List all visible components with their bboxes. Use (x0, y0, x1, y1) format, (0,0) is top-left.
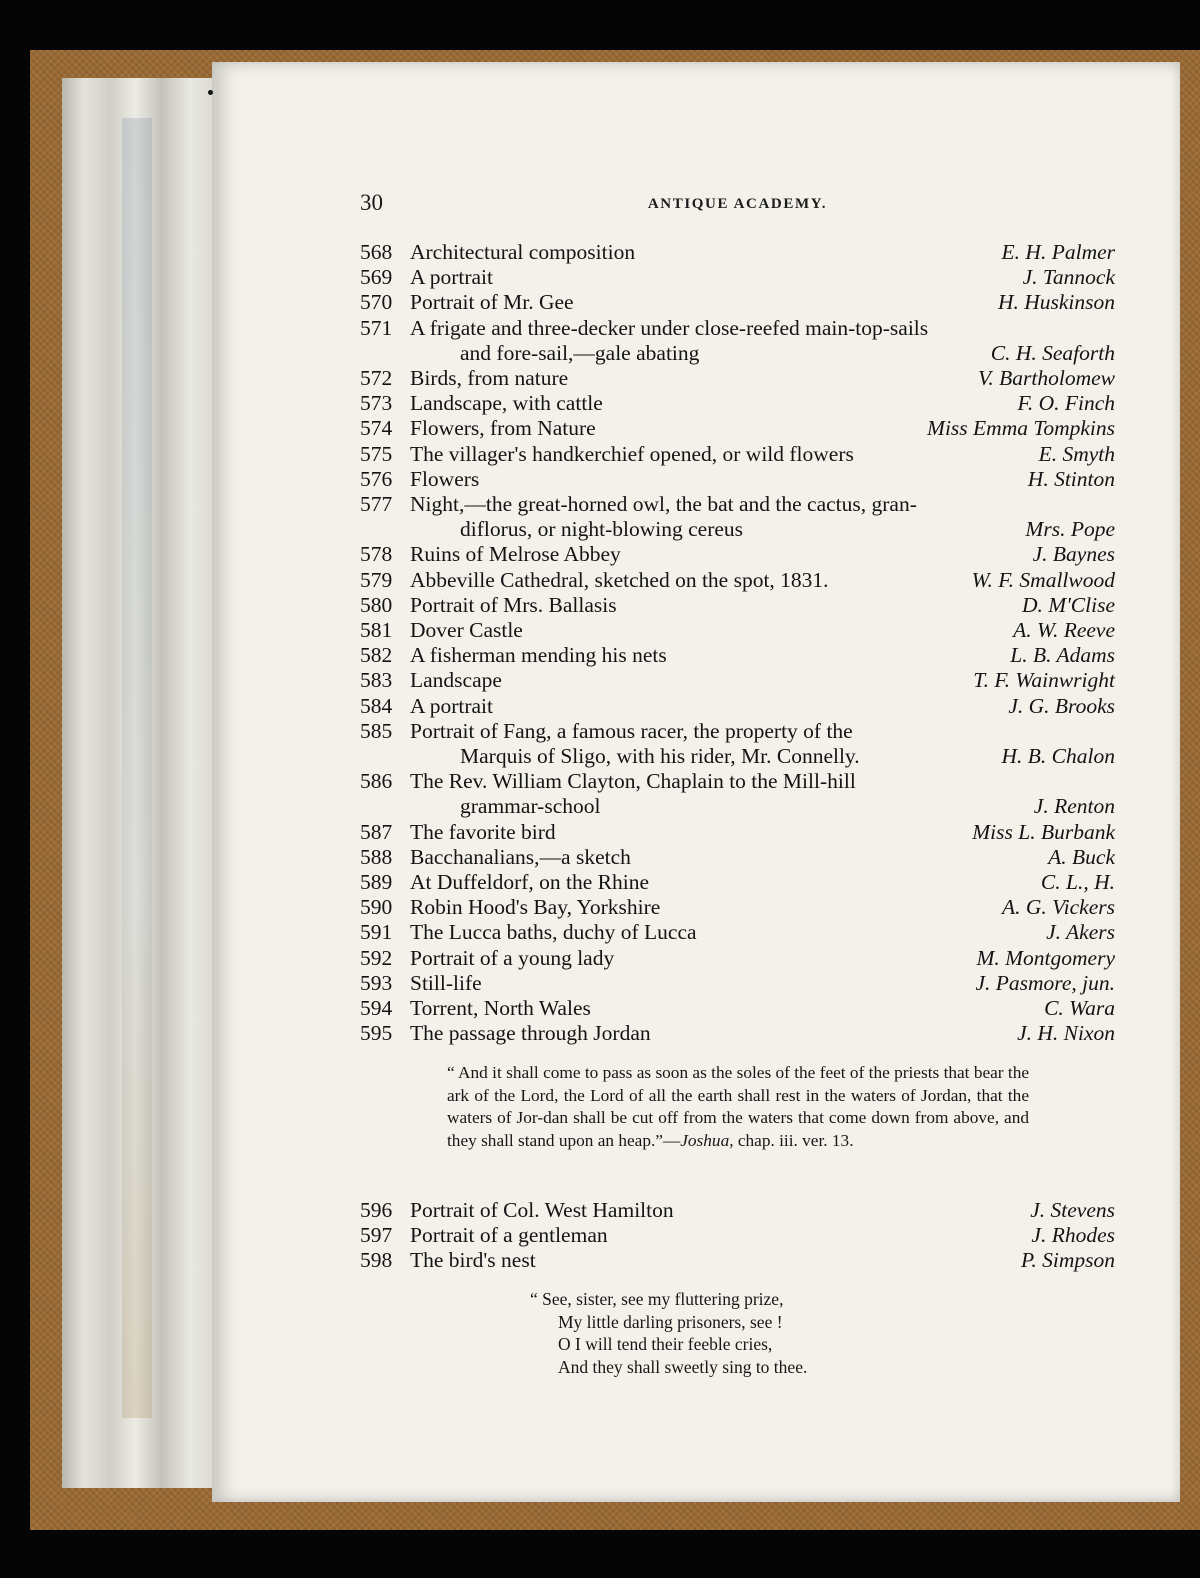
entry-number: 594 (360, 996, 393, 1021)
entry-artist: J. Renton (1033, 794, 1115, 819)
entry-title-continued: and fore-sail,—gale abating (460, 340, 700, 365)
catalogue-entry (360, 416, 1115, 441)
catalogue-entry (360, 467, 1115, 492)
entry-title: Ruins of Melrose Abbey (410, 542, 621, 567)
entry-artist: J. G. Brooks (1008, 693, 1115, 718)
entry-number: 592 (360, 945, 393, 970)
entry-artist: J. Baynes (1032, 542, 1115, 567)
entry-number: 596 (360, 1198, 393, 1222)
entry-artist: J. Rhodes (1031, 1223, 1115, 1248)
verse-line: My little darling prisoners, see ! (558, 1311, 783, 1332)
entry-number: 585 (360, 718, 393, 743)
catalogue-entry (360, 769, 1115, 819)
catalogue-entry (360, 895, 1115, 920)
catalogue-entry (360, 442, 1115, 467)
catalogue-entry (360, 820, 1115, 845)
catalogue-entry (360, 719, 1115, 769)
entry-title: Landscape, with cattle (410, 391, 603, 416)
catalogue-entry (360, 694, 1115, 719)
entry-number: 591 (360, 920, 393, 945)
page-fore-edge (62, 78, 222, 1488)
entry-title: Abbeville Cathedral, sketched on the spot, 1831. (410, 567, 829, 592)
entry-artist: C. L., H. (1040, 870, 1115, 895)
entry-number: 588 (360, 844, 393, 869)
entry-artist: A. Buck (1048, 844, 1115, 869)
catalogue-entry (360, 1248, 1115, 1273)
entry-title: Portrait of a young lady (410, 945, 615, 970)
entry-artist: J. Pasmore, jun. (975, 970, 1115, 995)
entry-number: 573 (360, 391, 393, 416)
catalogue-entry (360, 492, 1115, 542)
entry-number: 593 (360, 970, 393, 995)
catalogue-entry (360, 920, 1115, 945)
entry-number: 590 (360, 895, 393, 920)
entry-title: A portrait (410, 693, 493, 718)
entry-number: 574 (360, 416, 393, 441)
entry-title: The favorite bird (410, 819, 556, 844)
catalogue-entries (360, 240, 1115, 1047)
page-header (360, 190, 1115, 220)
entry-artist: H. Huskinson (997, 290, 1115, 315)
running-head: ANTIQUE ACADEMY. (647, 196, 828, 212)
catalogue-entry (360, 996, 1115, 1021)
entry-title: Portrait of Mr. Gee (410, 290, 574, 315)
entry-artist: L. B. Adams (1010, 643, 1115, 668)
entry-number: 580 (360, 592, 393, 617)
scripture-quote (447, 1062, 1029, 1152)
verse-line: O I will tend their feeble cries, (558, 1334, 773, 1355)
catalogue-entry (360, 1223, 1115, 1248)
entry-number: 578 (360, 542, 393, 567)
entry-number: 589 (360, 870, 393, 895)
entry-title: Portrait of a gentleman (410, 1223, 608, 1248)
entry-number: 572 (360, 366, 393, 391)
entry-artist: T. F. Wainwright (973, 668, 1115, 693)
catalogue-entry (360, 946, 1115, 971)
entry-artist: J. Akers (1046, 920, 1115, 945)
entry-artist: P. Simpson (1021, 1248, 1115, 1273)
poem-verse (530, 1288, 807, 1378)
entry-artist: V. Bartholomew (978, 366, 1115, 391)
page-mark (208, 90, 213, 95)
entry-title: Night,—the great-horned owl, the bat and the cactus, gran- (410, 492, 917, 517)
page-number: 30 (360, 190, 383, 215)
catalogue-entry (360, 316, 1115, 366)
catalogue-entry (360, 240, 1115, 265)
entry-number: 586 (360, 769, 393, 794)
entry-artist: C. Wara (1044, 996, 1115, 1021)
entry-artist: Miss Emma Tompkins (927, 416, 1115, 441)
entry-artist: J. Stevens (1030, 1198, 1115, 1222)
entry-title: A fisherman mending his nets (410, 643, 667, 668)
entry-number: 598 (360, 1248, 393, 1273)
entry-title: At Duffeldorf, on the Rhine (410, 870, 650, 895)
entry-number: 571 (360, 315, 393, 340)
entry-number: 575 (360, 441, 393, 466)
entry-artist: H. Stinton (1027, 466, 1115, 491)
catalogue-entry (360, 971, 1115, 996)
catalogue-entry (360, 845, 1115, 870)
entry-artist: E. Smyth (1038, 441, 1115, 466)
entry-number: 568 (360, 240, 393, 264)
entry-title: Portrait of Fang, a famous racer, the property of the (410, 718, 853, 743)
entry-title: The bird's nest (410, 1248, 536, 1273)
entry-title: Portrait of Col. West Hamilton (410, 1198, 674, 1222)
catalogue-entry (360, 593, 1115, 618)
entry-number: 582 (360, 643, 393, 668)
entry-title: Architectural composition (410, 240, 636, 264)
catalogue-entry (360, 366, 1115, 391)
entry-artist: J. Tannock (1022, 265, 1115, 290)
entry-number: 577 (360, 492, 393, 517)
entry-number: 570 (360, 290, 393, 315)
entry-artist: F. O. Finch (1017, 391, 1115, 416)
entry-artist: A. G. Vickers (1001, 895, 1115, 920)
quote-source-book: Joshua, (680, 1130, 734, 1150)
catalogue-entry (360, 668, 1115, 693)
entry-number: 583 (360, 668, 393, 693)
entry-title: Portrait of Mrs. Ballasis (410, 592, 617, 617)
edge-stain (122, 118, 152, 1418)
entry-artist: H. B. Chalon (1001, 744, 1115, 769)
catalogue-entry (360, 618, 1115, 643)
entry-title: The Rev. William Clayton, Chaplain to the Mill-hill (410, 769, 856, 794)
entry-artist: A. W. Reeve (1013, 618, 1115, 643)
entry-title-continued: grammar-school (460, 794, 601, 819)
entry-title-continued: Marquis of Sligo, with his rider, Mr. Connelly. (460, 744, 860, 769)
entry-artist: Miss L. Burbank (972, 819, 1115, 844)
entry-artist: C. H. Seaforth (990, 340, 1115, 365)
entry-title: Robin Hood's Bay, Yorkshire (410, 895, 661, 920)
catalogue-entry (360, 1021, 1115, 1046)
catalogue-entry (360, 542, 1115, 567)
entry-title: The villager's handkerchief opened, or wild flowers (410, 441, 854, 466)
entry-title-continued: diflorus, or night-blowing cereus (460, 517, 744, 542)
catalogue-entry (360, 1198, 1115, 1223)
entry-number: 595 (360, 1021, 393, 1046)
entry-title: Flowers, from Nature (410, 416, 596, 441)
entry-number: 579 (360, 567, 393, 592)
entry-artist: E. H. Palmer (1001, 240, 1115, 264)
entry-number: 587 (360, 819, 393, 844)
entry-title: Flowers (410, 466, 480, 491)
entry-title: The passage through Jordan (410, 1021, 651, 1046)
entry-number: 569 (360, 265, 393, 290)
catalogue-entry (360, 870, 1115, 895)
entry-title: Still-life (410, 970, 482, 995)
entry-title: Birds, from nature (410, 366, 569, 391)
entry-artist: Mrs. Pope (1025, 517, 1115, 542)
verse-line: “ See, sister, see my fluttering prize, (530, 1289, 784, 1309)
entry-title: The Lucca baths, duchy of Lucca (410, 920, 697, 945)
entry-title: Dover Castle (410, 618, 523, 643)
entry-number: 581 (360, 618, 393, 643)
entry-title: A portrait (410, 265, 493, 290)
entry-artist: M. Montgomery (976, 945, 1115, 970)
quote-text: “ And it shall come to pass as soon as the soles of the feet of the priests that bear the ark of the Lord, the Lord of all the earth shall rest in the waters of Jordan, that the waters of Jor-dan shall be cut off from the waters that come down from above, and they shall stand upon an heap.”— (447, 1063, 1029, 1150)
entry-title: Bacchanalians,—a sketch (410, 844, 631, 869)
quote-source-ref: chap. iii. ver. 13. (733, 1130, 854, 1150)
entry-title: Landscape (410, 668, 502, 693)
entry-number: 584 (360, 693, 393, 718)
catalogue-entry (360, 290, 1115, 315)
entry-artist: W. F. Smallwood (971, 567, 1115, 592)
catalogue-entry (360, 391, 1115, 416)
catalogue-entry (360, 643, 1115, 668)
verse-line: And they shall sweetly sing to thee. (558, 1356, 808, 1377)
entry-artist: D. M'Clise (1022, 592, 1115, 617)
entry-number: 597 (360, 1223, 393, 1248)
catalogue-entry (360, 568, 1115, 593)
entry-artist: J. H. Nixon (1017, 1021, 1115, 1046)
catalogue-entries-continued (360, 1198, 1115, 1274)
entry-number: 576 (360, 466, 393, 491)
entry-title: A frigate and three-decker under close-reefed main-top-sails (410, 315, 929, 340)
entry-title: Torrent, North Wales (410, 996, 591, 1021)
catalogue-entry (360, 265, 1115, 290)
